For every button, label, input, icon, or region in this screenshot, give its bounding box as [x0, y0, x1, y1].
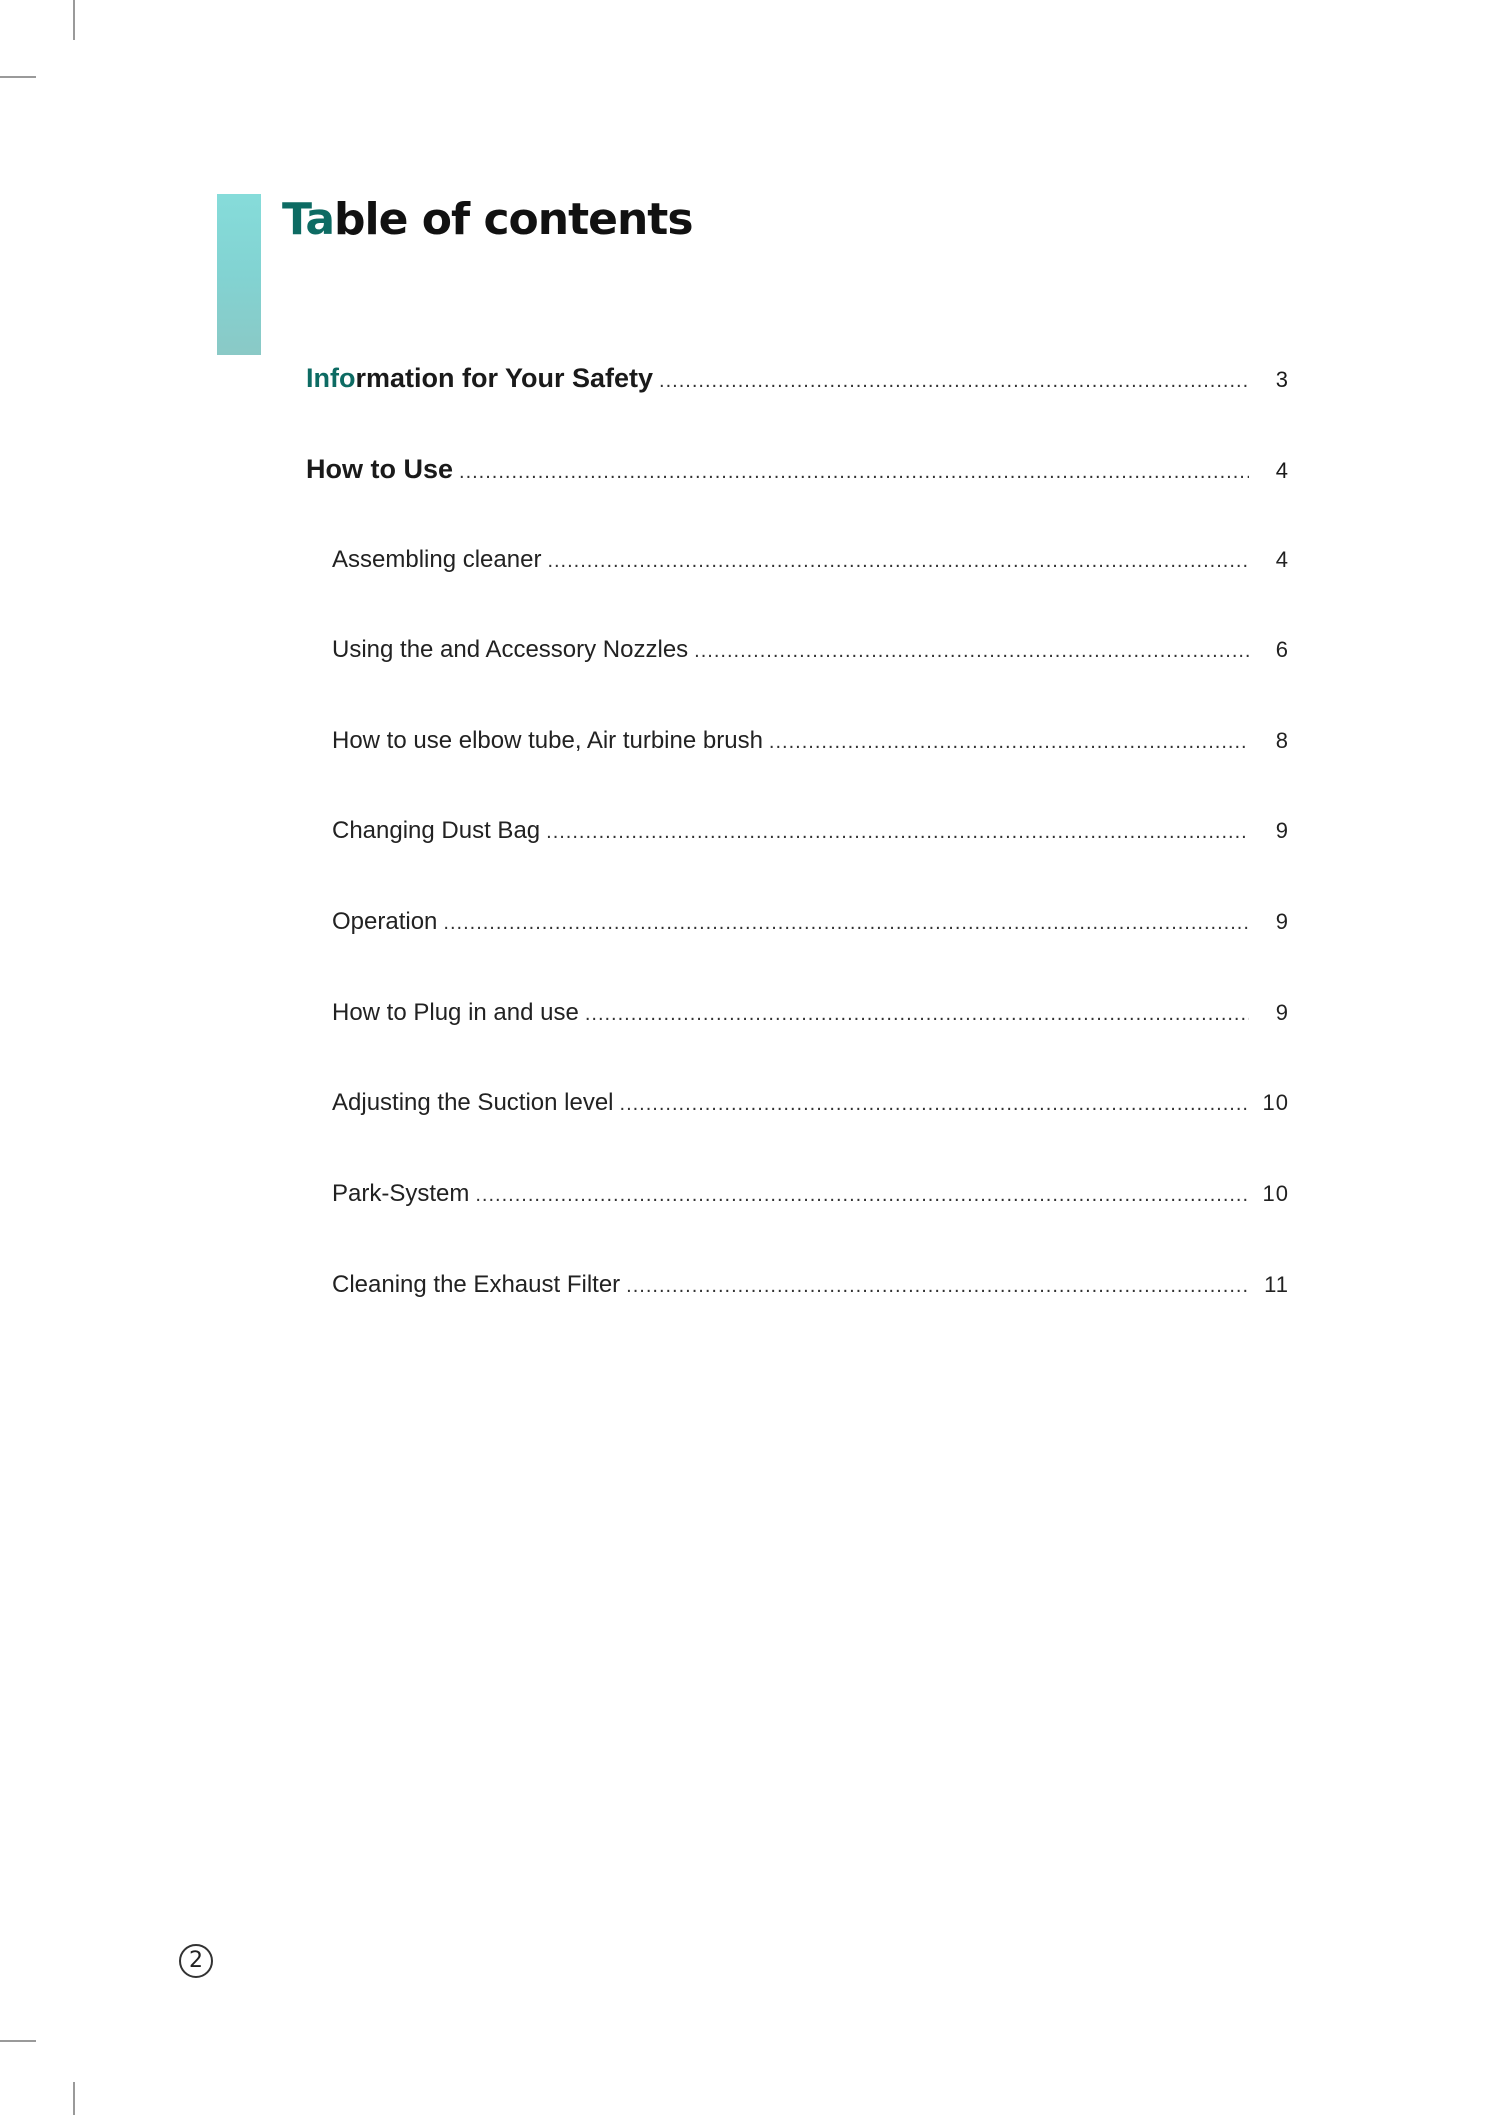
toc-entry-elbow-tube[interactable] — [332, 723, 1289, 759]
toc-entry-page: 11 — [1264, 1272, 1289, 1297]
toc-entry-page: 9 — [1275, 818, 1289, 843]
toc-entry-operation[interactable] — [332, 904, 1289, 940]
dot-leader — [443, 905, 1249, 941]
toc-entry-plug-in[interactable] — [332, 995, 1289, 1031]
toc-entry-label: Cleaning the Exhaust Filter — [332, 1271, 621, 1298]
toc-entry-label: Changing Dust Bag — [332, 817, 541, 844]
toc-entry-page: 8 — [1275, 728, 1289, 753]
toc-entry-suction-level[interactable] — [332, 1085, 1289, 1121]
toc-entry-page: 6 — [1275, 637, 1289, 662]
toc-entry-label: How to use elbow tube, Air turbine brush — [332, 727, 763, 754]
dot-leader — [459, 454, 1249, 490]
page-title-accent: Ta — [282, 194, 335, 245]
dot-leader — [769, 724, 1249, 760]
toc-entry-page: 10 — [1262, 1181, 1289, 1206]
toc-entry-page: 10 — [1262, 1090, 1289, 1115]
toc-entry-label: Adjusting the Suction level — [332, 1089, 614, 1116]
toc-entry-changing-dust-bag[interactable] — [332, 813, 1289, 849]
dot-leader — [585, 996, 1249, 1032]
toc-entry-safety[interactable] — [306, 360, 1289, 396]
toc-entry-label: Using the and Accessory Nozzles — [332, 636, 689, 663]
toc-entry-label-text: rmation for Your Safety — [355, 363, 654, 393]
crop-mark-top-horizontal — [0, 76, 36, 78]
page-title-rest: ble of contents — [334, 194, 693, 245]
toc-entry-page: 4 — [1275, 547, 1289, 572]
toc-entry-page: 9 — [1275, 909, 1289, 934]
dot-leader — [659, 363, 1249, 399]
dot-leader — [626, 1268, 1249, 1304]
toc-entry-page: 9 — [1275, 1000, 1289, 1025]
toc-entry-label: How to Plug in and use — [332, 999, 579, 1026]
toc-entry-exhaust-filter[interactable] — [332, 1267, 1289, 1303]
toc-entry-label: Park-System — [332, 1180, 470, 1207]
toc-entry-label: Assembling cleaner — [332, 546, 542, 573]
toc-entry-how-to-use[interactable] — [306, 451, 1289, 487]
toc-entry-park-system[interactable] — [332, 1176, 1289, 1212]
toc-entry-accessory-nozzles[interactable] — [332, 632, 1289, 668]
toc-entry-label: Operation — [332, 908, 438, 935]
dot-leader — [620, 1086, 1249, 1122]
toc-entry-page: 3 — [1275, 367, 1289, 392]
title-accent-bar — [217, 194, 261, 355]
toc-entry-label — [306, 360, 653, 396]
page-number: 2 — [179, 1944, 213, 1978]
dot-leader — [546, 814, 1249, 850]
toc-entry-label-text: How to Use — [306, 454, 454, 484]
page-title — [282, 190, 693, 250]
crop-mark-top-vertical — [73, 0, 75, 40]
dot-leader — [547, 543, 1249, 579]
toc-entry-label-accent: Info — [306, 363, 356, 393]
toc-entry-label — [306, 451, 453, 487]
crop-mark-bottom-horizontal — [0, 2040, 36, 2042]
crop-mark-bottom-vertical — [73, 2082, 75, 2115]
dot-leader — [475, 1177, 1249, 1213]
toc-entry-page: 4 — [1275, 458, 1289, 483]
toc-entry-assembling-cleaner[interactable] — [332, 542, 1289, 578]
dot-leader — [694, 633, 1249, 669]
